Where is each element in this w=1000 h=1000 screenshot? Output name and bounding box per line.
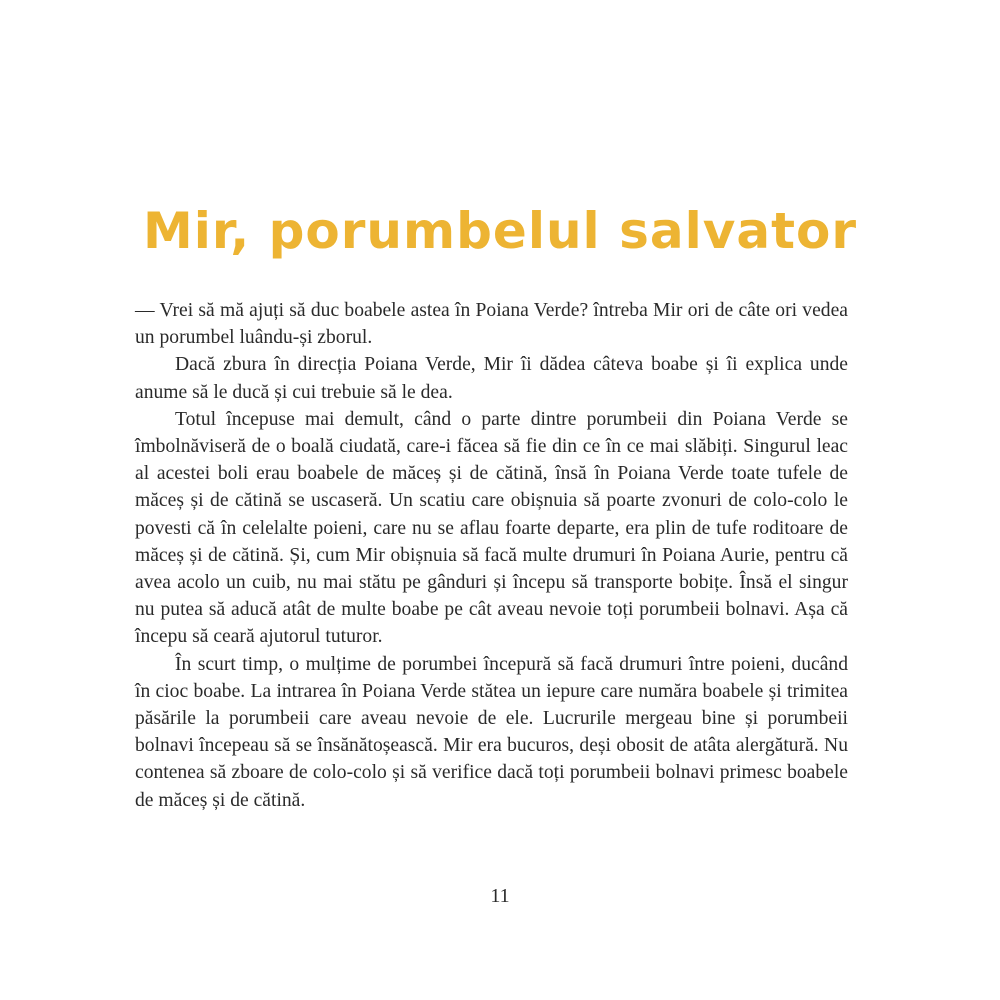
paragraph-4: În scurt timp, o mulțime de porumbei începură să facă drumuri între poieni, ducând în cioc boabe. La intrarea în Poiana Verde stătea un iepure care număra boabele și trimitea păsările la porumbeii care aveau nevoie de ele. Lucrurile mergeau bine și porumbeii bolnavi începeau să se însănătoșească. Mir era bucuros, deși obosit de atâta alergătură. Nu contenea să zboare de colo-colo și să verifice dacă toți porumbeii bolnavi primesc boabele de măceș și de cătină. bbox=[135, 653, 848, 811]
paragraph-1: — Vrei să mă ajuți să duc boabele astea în Poiana Verde? întreba Mir ori de câte ori vedea un porumbel luându-și zborul. bbox=[135, 300, 848, 349]
page-number: 11 bbox=[490, 885, 510, 907]
chapter-body bbox=[135, 297, 848, 814]
paragraph-2: Dacă zbura în direcția Poiana Verde, Mir îi dădea câteva boabe și îi explica unde anume să le ducă și cui trebuie să le dea. bbox=[135, 354, 848, 403]
chapter-title: Mir, porumbelul salvator bbox=[143, 201, 857, 260]
paragraph-3: Totul începuse mai demult, când o parte dintre porumbeii din Poiana Verde se îmbolnăviseră de o boală ciudată, care-i făcea să fie din ce în ce mai slăbiți. Singurul leac al acestei boli erau boabele de măceș și de cătină, însă în Poiana Verde toate tufele de măceș și de cătină se uscaseră. Un scatiu care obișnuia să poarte zvonuri de colo-colo le povesti că în celelalte poieni, care nu se aflau foarte departe, era plin de tufe roditoare de măceș și de cătină. Și, cum Mir obișnuia să facă multe drumuri în Poiana Aurie, pentru că avea acolo un cuib, nu mai stătu pe gânduri și începu să transporte bobițe. Însă el singur nu putea să aducă atât de multe boabe pe cât aveau nevoie toți porumbeii bolnavi. Așa că începu să ceară ajutorul tuturor. bbox=[135, 408, 848, 648]
